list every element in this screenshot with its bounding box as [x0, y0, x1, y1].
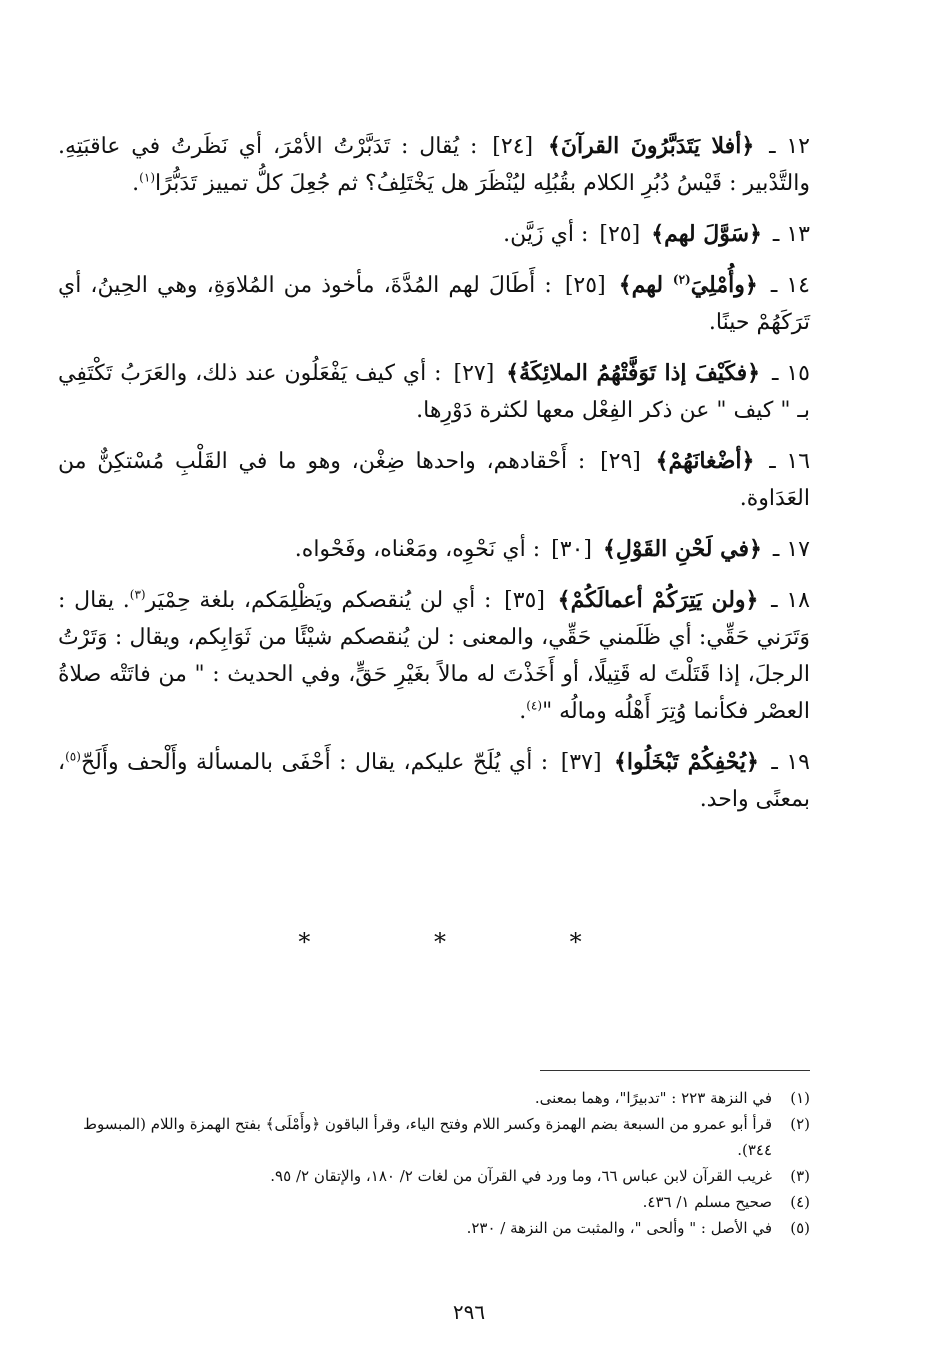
footnote-5	[58, 1215, 810, 1241]
footnote-marker: (١)	[139, 170, 155, 185]
entry-tail: .	[132, 171, 140, 196]
entry-text: : أي كيف يَفْعَلُون عند ذلك، والعَرَبُ تَكْتَفِي بـ " كيف " عن ذكر الفِعْل معها لكثرة دَوْرِها.	[58, 361, 810, 423]
entry-18	[58, 582, 810, 730]
entry-number: ١٧ ـ	[772, 537, 810, 562]
footnote-text: غريب القرآن لابن عباس ٦٦، وما ورد في القرآن من لغات ٢/ ١٨٠، والإتقان ٢/ ٩٥.	[270, 1167, 772, 1185]
verse-reference: [٣٥]	[504, 588, 545, 613]
quran-phrase: ﴿يُحْفِكُمْ تَبْخَلُوا﴾	[614, 749, 759, 775]
footnote-text: في النزهة ٢٢٣ : "تدبيرًا"، وهما بمعنى.	[534, 1089, 772, 1107]
section-separator: * * *	[298, 928, 640, 956]
quran-phrase: ﴿أفلا يَتَدَبَّرُونَ القرآنَ﴾	[547, 133, 755, 159]
quran-phrase	[619, 272, 758, 298]
quran-phrase: ﴿ولن يَتِرَكُمْ أعمالَكُمْ﴾	[557, 587, 759, 613]
entry-text: : أي لن يُنقصكم ويَظْلِمَكم، بلغة حِمْيَر	[145, 588, 492, 613]
entry-12	[58, 128, 810, 202]
footnote-marker: (٢)	[672, 272, 691, 287]
quran-phrase: ﴿في لَحْنِ القَوْلِ﴾	[603, 536, 762, 562]
entry-number: ١٦ ـ	[769, 449, 811, 474]
footnote-marker: (٣)	[129, 587, 146, 602]
entry-text: : أي نَحْوِه، ومَعْناه، وفَحْواه.	[294, 537, 541, 562]
entry-number: ١٩ ـ	[771, 750, 810, 775]
entry-number: ١٤ ـ	[770, 273, 810, 298]
entry-text: : أَحْقادهم، واحدها ضِغْن، وهو ما في القَلْبِ مُسْتكِنٌّ من العَدَاوة.	[58, 449, 810, 511]
entry-17	[58, 531, 810, 568]
quran-phrase: ﴿فكَيْفَ إذا تَوَفَّتْهُمُ الملائِكَةُ﴾	[506, 360, 761, 386]
footnote-marker: (٥)	[65, 749, 81, 764]
verse-reference: [٣٠]	[551, 537, 592, 562]
verse-reference: [٢٧]	[453, 361, 495, 386]
footnote-text: صحيح مسلم ١/ ٤٣٦.	[642, 1193, 772, 1211]
entry-text: : يُقال : تَدَبَّرْتُ الأمْرَ، أي نَظَرتُ في عاقبَتِهِ. والتَّدْبير : قَيْسُ دُبُرِ الكلام بقُبُلِه ليُنْظَرَ هل يَخْتَلِفُ؟ ثم جُعِلَ كلُّ تمييز تَدَبُّرًا	[58, 134, 810, 196]
quran-phrase-end: لهم﴾	[618, 272, 673, 298]
verse-reference: [٣٧]	[560, 750, 602, 775]
entry-tail: ، بمعنًى واحد.	[58, 750, 810, 812]
footnote-number: (٤)	[790, 1193, 810, 1211]
quran-phrase-start: ﴿وأُمْلِيَ	[690, 272, 758, 298]
footnote-number: (٥)	[790, 1219, 810, 1237]
footnote-number: (٢)	[790, 1115, 810, 1133]
entry-text: : أَطَالَ لهم المُدَّةَ، مأخوذ من المُلاوَةِ، وهي الحِينُ، أي تَرَكَهُمْ حينًا.	[58, 273, 810, 335]
entry-number: ١٢ ـ	[769, 134, 810, 159]
entry-14	[58, 267, 810, 341]
quran-phrase: ﴿سَوَّلَ لهم﴾	[651, 221, 762, 247]
entry-number: ١٣ ـ	[772, 222, 810, 247]
footnote-3	[58, 1163, 810, 1189]
footnote-text: قرأ أبو عمرو من السبعة بضم الهمزة وكسر اللام وفتح الياء، وقرأ الباقون ﴿وأَمْلَى﴾ بفتح الهمزة واللام (المبسوط ٣٤٤).	[83, 1115, 772, 1159]
verse-reference: [٢٥]	[599, 222, 641, 247]
main-text	[58, 128, 810, 832]
footnote-number: (١)	[790, 1089, 810, 1107]
entry-16	[58, 443, 810, 517]
quran-phrase: ﴿أضْغانَهُمْ﴾	[655, 448, 755, 474]
footnote-1	[58, 1085, 810, 1111]
entry-number: ١٨ ـ	[771, 588, 810, 613]
entry-19	[58, 744, 810, 818]
footnote-marker: (٤)	[526, 698, 543, 713]
footnotes	[58, 1085, 810, 1241]
footnote-4	[58, 1189, 810, 1215]
entry-tail: . يقال : وَتَرَني حَقِّي: أي ظَلَمني حَقِّي، والمعنى : لن يُنقصكم شيْئًا من ثَوَابِكم، ويقال : وَتَرْتُ الرجلَ، إذا قَتَلْتَ له قَتِيلًا، أو أَخَذْتَ له مالاً بغَيْرِ حَقٍّ، وفي الحديث : " من فاتَتْه صلاةُ العصْر فكأنما وُتِرَ أَهْلُه ومالُه "	[58, 588, 810, 724]
footnote-divider	[540, 1070, 810, 1071]
entry-text: : أي يُلَحّ عليكم، يقال : أَحْفَى بالمسألة وأَلْحف وأَلَحّ	[80, 750, 549, 775]
footnote-text: في الأصل : " وألحى "، والمثبت من النزهة / ٢٣٠.	[466, 1219, 772, 1237]
entry-number: ١٥ ـ	[771, 361, 810, 386]
footnote-number: (٣)	[790, 1167, 810, 1185]
entry-13	[58, 216, 810, 253]
page-number: ٢٩٦	[452, 1300, 486, 1324]
entry-15	[58, 355, 810, 429]
footnote-2	[58, 1111, 810, 1163]
verse-reference: [٢٤]	[492, 134, 534, 159]
verse-reference: [٢٩]	[600, 449, 641, 474]
entry-text: : أي زَيَّن.	[503, 222, 589, 247]
verse-reference: [٢٥]	[564, 273, 606, 298]
entry-tail: .	[519, 699, 527, 724]
